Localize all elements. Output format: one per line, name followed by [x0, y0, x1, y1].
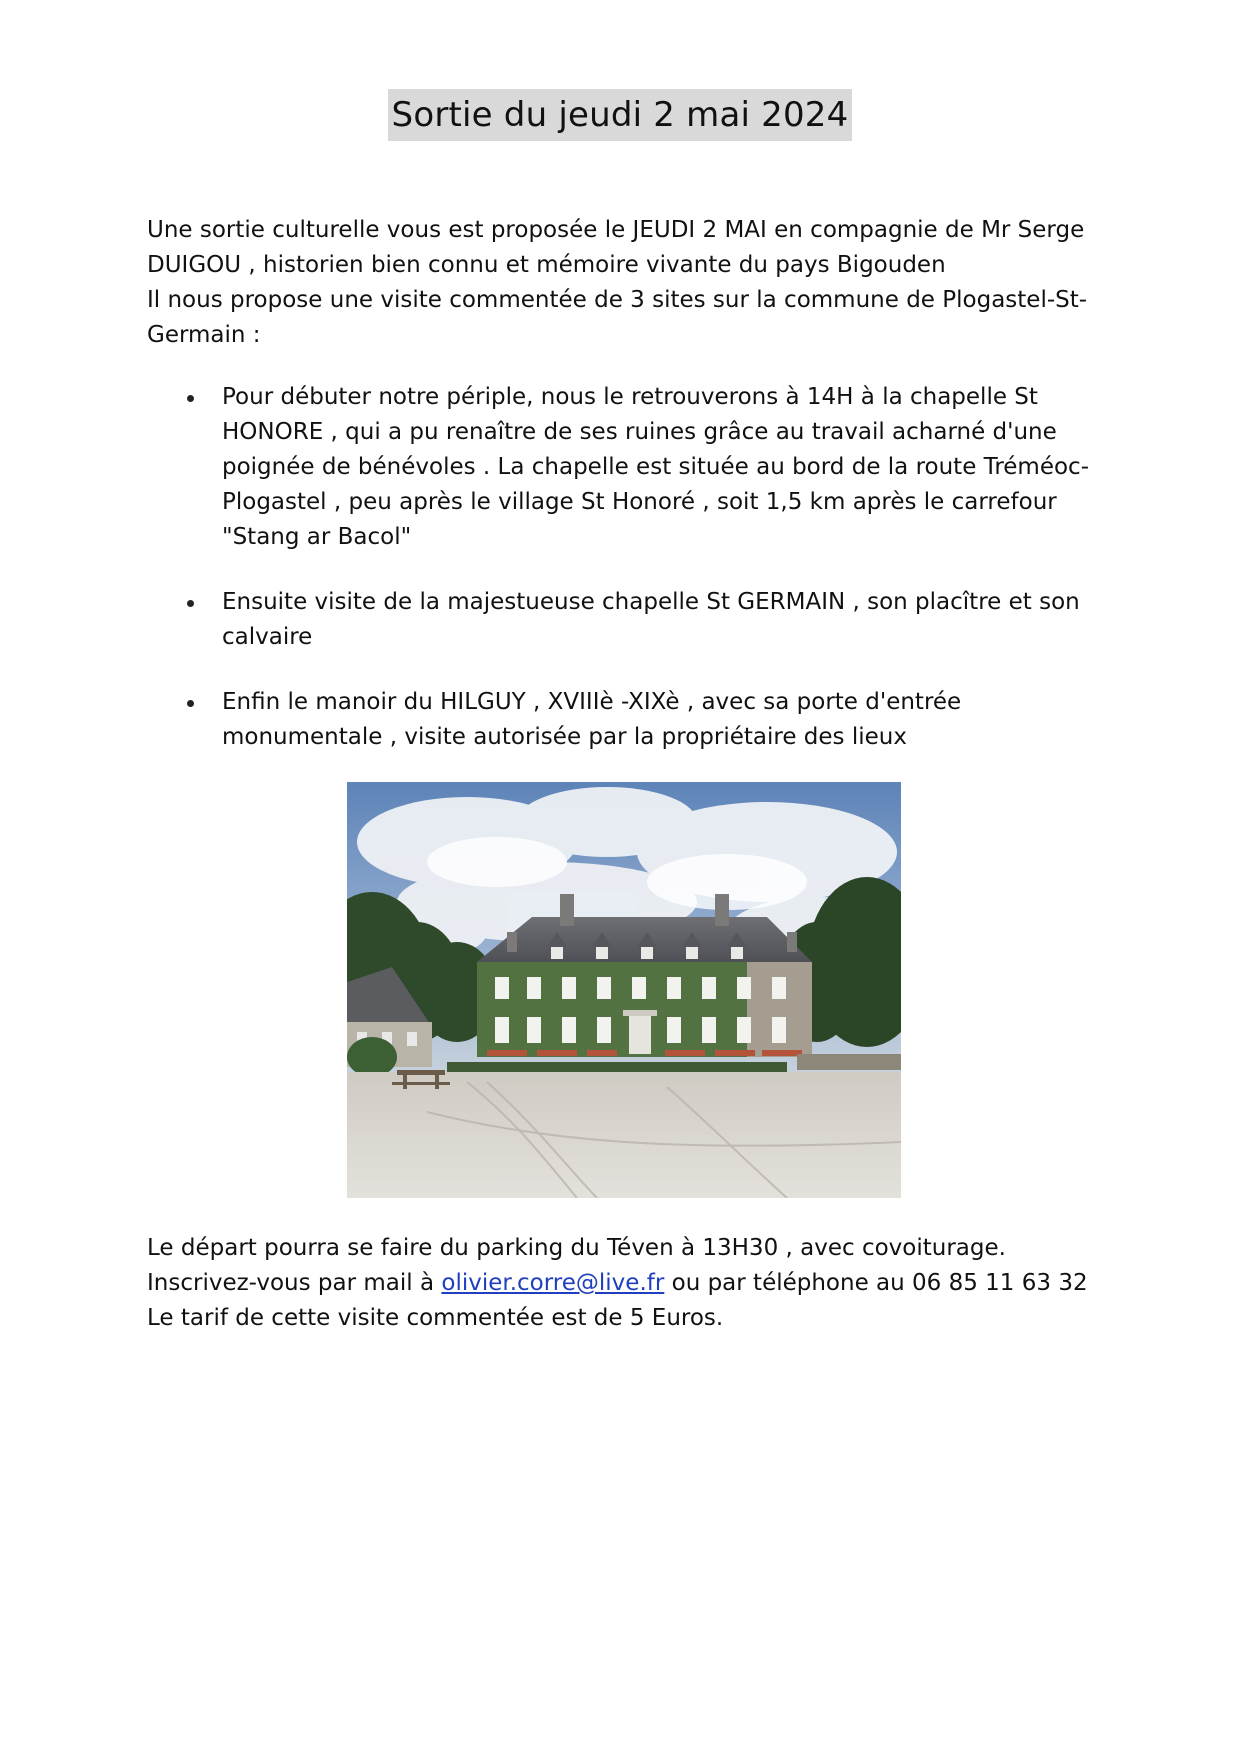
- list-item: [147, 585, 1097, 655]
- list-item-text: Enfin le manoir du HILGUY , XVIIIè -XIXè , avec sa porte d'entrée monumentale , visite autorisée par la propriétaire des lieux: [222, 689, 962, 750]
- departure-text: Le départ pourra se faire du parking du Téven à 13H30 , avec covoiturage.: [147, 1235, 1006, 1261]
- practical-info: [147, 1231, 1097, 1336]
- list-item: [147, 685, 1097, 755]
- intro-paragraph: [147, 213, 1097, 353]
- intro-line-1: Une sortie culturelle vous est proposée le JEUDI 2 MAI en compagnie de Mr Serge DUIGOU , historien bien connu et mémoire vivante du pays Bigouden: [147, 217, 1085, 278]
- intro-line-2: Il nous propose une visite commentée de 3 sites sur la commune de Plogastel-St-Germain :: [147, 287, 1088, 348]
- list-item: [147, 380, 1097, 555]
- bullet-icon: [187, 395, 194, 402]
- list-item-text: Ensuite visite de la majestueuse chapelle St GERMAIN , son placître et son calvaire: [222, 589, 1080, 650]
- manor-photo: [347, 782, 901, 1198]
- bullet-icon: [187, 700, 194, 707]
- email-link[interactable]: olivier.corre@live.fr: [441, 1270, 665, 1296]
- signup-prefix: Inscrivez-vous par mail à: [147, 1270, 442, 1296]
- list-item-text: Pour débuter notre périple, nous le retrouverons à 14H à la chapelle St HONORE , qui a pu renaître de ses ruines grâce au travail acharné d'une poignée de bénévoles . La chapelle est située au bord de la route Tréméoc-Plogastel , peu après le village St Honoré , soit 1,5 km après le carrefour "Stang ar Bacol": [222, 384, 1089, 550]
- title-container: [0, 89, 1240, 141]
- signup-suffix: ou par téléphone au 06 85 11 63 32: [664, 1270, 1088, 1296]
- sites-list: [147, 380, 1097, 785]
- page-title: Sortie du jeudi 2 mai 2024: [388, 89, 853, 141]
- signup-text: [147, 1266, 1097, 1301]
- bullet-icon: [187, 600, 194, 607]
- price-text: Le tarif de cette visite commentée est de 5 Euros.: [147, 1305, 724, 1331]
